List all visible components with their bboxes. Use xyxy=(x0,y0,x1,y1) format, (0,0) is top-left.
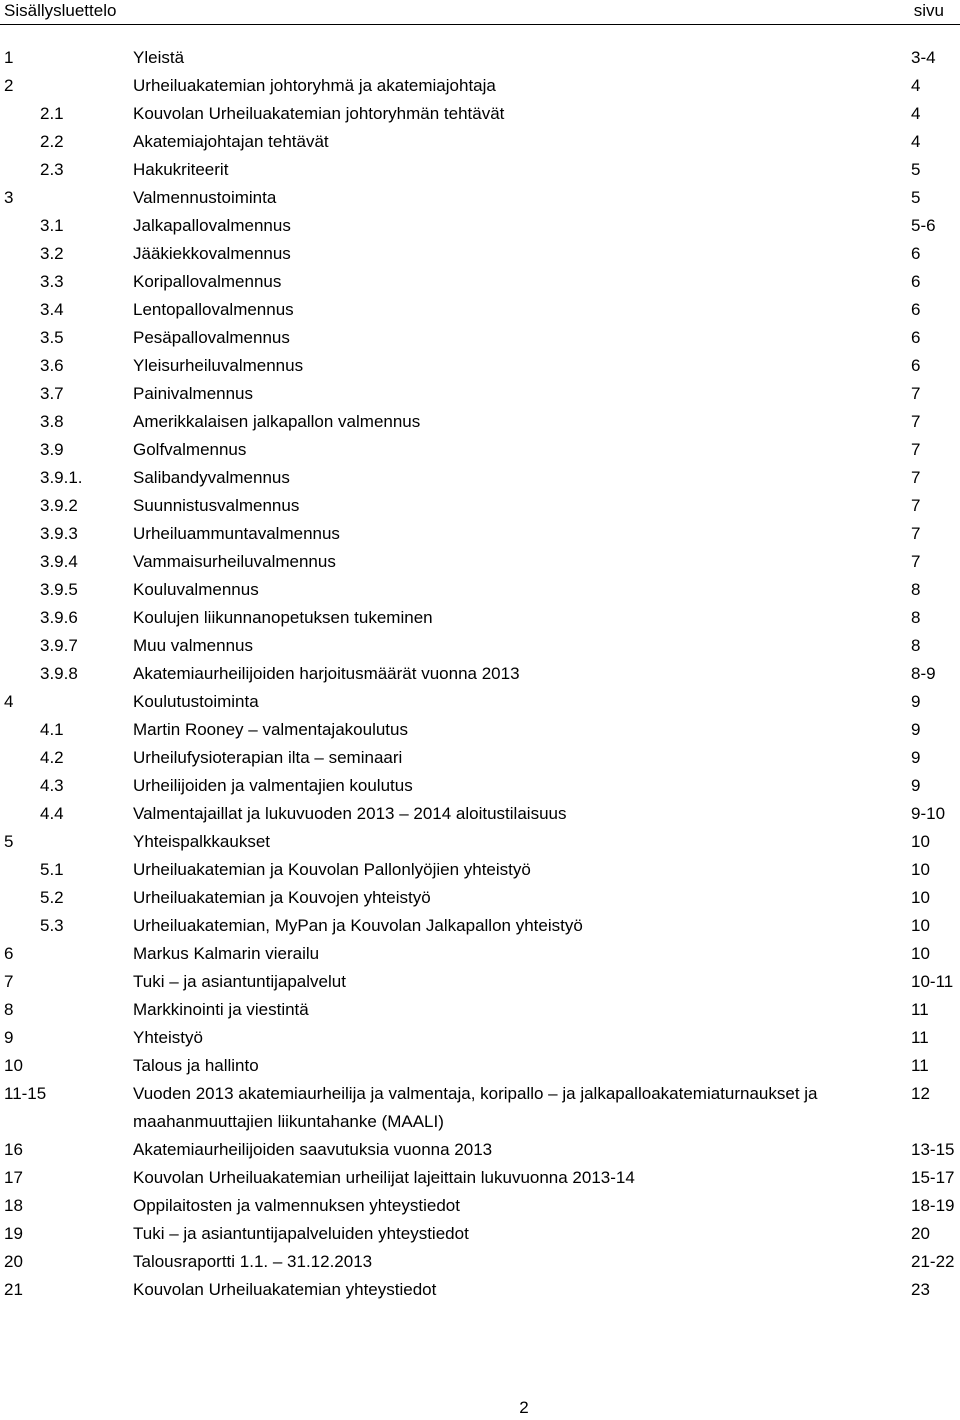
toc-entry-title: Urheiluakatemian ja Kouvolan Pallonlyöjien yhteistyö xyxy=(133,860,531,879)
toc-entry-page: 4 xyxy=(911,104,921,123)
toc-entry-number: 3.8 xyxy=(40,412,64,431)
toc-entry[interactable] xyxy=(0,520,960,548)
toc-entry-number: 20 xyxy=(4,1252,23,1271)
toc-entry-title: Oppilaitosten ja valmennuksen yhteystiedot xyxy=(133,1196,460,1215)
toc-entry-title: Salibandyvalmennus xyxy=(133,468,290,487)
toc-entry-number: 3.3 xyxy=(40,272,64,291)
toc-entry-number: 2.1 xyxy=(40,104,64,123)
toc-entry[interactable] xyxy=(0,1164,960,1192)
toc-entry-title: Akatemiajohtajan tehtävät xyxy=(133,132,329,151)
toc-entry-title: Talousraportti 1.1. – 31.12.2013 xyxy=(133,1252,373,1271)
page-number: 2 xyxy=(519,1398,529,1417)
toc-entry-page: 7 xyxy=(911,384,921,403)
toc-entry-number: 3.9.8 xyxy=(40,664,78,683)
toc-entry-number: 4.1 xyxy=(40,720,64,739)
toc-entry-page: 10 xyxy=(911,916,930,935)
toc-entry-title: Pesäpallovalmennus xyxy=(133,328,290,347)
toc-entry-title: Talous ja hallinto xyxy=(133,1056,259,1075)
toc-entry[interactable] xyxy=(0,744,960,772)
toc-entry-title: Koulujen liikunnanopetuksen tukeminen xyxy=(133,608,433,627)
toc-entry[interactable] xyxy=(0,1220,960,1248)
toc-entry-number: 5.3 xyxy=(40,916,64,935)
toc-entry[interactable] xyxy=(0,268,960,296)
toc-entry-title: Urheiluakatemian, MyPan ja Kouvolan Jalkapallon yhteistyö xyxy=(133,916,583,935)
toc-entry-title: Amerikkalaisen jalkapallon valmennus xyxy=(133,412,421,431)
toc-entry-title: Painivalmennus xyxy=(133,384,254,403)
toc-entry-title: Muu valmennus xyxy=(133,636,254,655)
toc-entry-number: 7 xyxy=(4,972,14,991)
toc-entry-number: 3.4 xyxy=(40,300,64,319)
toc-entry[interactable] xyxy=(0,212,960,240)
toc-entry-title: Vuoden 2013 akatemiaurheilija ja valmentaja, koripallo – ja jalkapalloakatemiaturnaukset ja maahanmuuttajien liikuntahanke (MAALI) xyxy=(133,1084,818,1131)
toc-entry[interactable] xyxy=(0,1080,960,1136)
toc-entry[interactable] xyxy=(0,800,960,828)
toc-entry[interactable] xyxy=(0,72,960,100)
toc-entry-page: 7 xyxy=(911,440,921,459)
toc-entry-page: 10 xyxy=(911,888,930,907)
toc-entry-title: Jääkiekkovalmennus xyxy=(133,244,291,263)
toc-entry[interactable] xyxy=(0,128,960,156)
toc-entry-number: 5.1 xyxy=(40,860,64,879)
toc-entry[interactable] xyxy=(0,184,960,212)
toc-entry-number: 1 xyxy=(4,48,14,67)
toc-entry-title: Yhteistyö xyxy=(133,1028,203,1047)
toc-entry-page: 5-6 xyxy=(911,216,936,235)
toc-entry-page: 10 xyxy=(911,860,930,879)
toc-entry-number: 2.2 xyxy=(40,132,64,151)
toc-entry-page: 7 xyxy=(911,468,921,487)
toc-entry-number: 3.2 xyxy=(40,244,64,263)
toc-title: Sisällysluettelo xyxy=(4,1,117,20)
toc-entry[interactable] xyxy=(0,1052,960,1080)
toc-entry-title: Yleisurheiluvalmennus xyxy=(133,356,304,375)
toc-entry-number: 3.9 xyxy=(40,440,64,459)
toc-entry-number: 5 xyxy=(4,832,14,851)
toc-entry[interactable] xyxy=(0,464,960,492)
toc-entry-title: Markkinointi ja viestintä xyxy=(133,1000,309,1019)
toc-entry-page: 9 xyxy=(911,748,921,767)
toc-entry-page: 5 xyxy=(911,188,921,207)
toc-entry-title: Tuki – ja asiantuntijapalvelut xyxy=(133,972,346,991)
toc-entry-title: Markus Kalmarin vierailu xyxy=(133,944,320,963)
table-of-contents xyxy=(0,44,960,1304)
toc-entry[interactable] xyxy=(0,912,960,940)
toc-entry[interactable] xyxy=(0,772,960,800)
toc-entry-page: 10-11 xyxy=(911,972,954,991)
toc-entry-title: Suunnistusvalmennus xyxy=(133,496,300,515)
toc-entry-number: 3.9.5 xyxy=(40,580,78,599)
toc-entry-page: 11 xyxy=(911,1028,929,1047)
toc-entry-number: 6 xyxy=(4,944,14,963)
toc-entry-page: 3-4 xyxy=(911,48,936,67)
toc-entry-number: 4.3 xyxy=(40,776,64,795)
toc-entry-page: 9 xyxy=(911,720,921,739)
toc-entry[interactable] xyxy=(0,716,960,744)
toc-entry-page: 10 xyxy=(911,832,930,851)
toc-entry-title: Kouvolan Urheiluakatemian johtoryhmän tehtävät xyxy=(133,104,505,123)
toc-entry[interactable] xyxy=(0,100,960,128)
toc-entry-title: Yleistä xyxy=(133,48,185,67)
toc-entry-number: 9 xyxy=(4,1028,14,1047)
toc-entry-page: 12 xyxy=(911,1084,930,1103)
toc-entry-page: 6 xyxy=(911,356,921,375)
toc-entry-number: 3.5 xyxy=(40,328,64,347)
toc-entry-page: 10 xyxy=(911,944,930,963)
toc-entry-page: 8 xyxy=(911,636,921,655)
toc-entry-title: Urheilufysioterapian ilta – seminaari xyxy=(133,748,403,767)
toc-entry[interactable] xyxy=(0,968,960,996)
toc-entry-number: 3.9.6 xyxy=(40,608,78,627)
toc-entry-page: 5 xyxy=(911,160,921,179)
toc-entry-number: 11-15 xyxy=(4,1084,47,1103)
toc-entry-page: 9-10 xyxy=(911,804,946,823)
toc-entry-number: 17 xyxy=(4,1168,23,1187)
toc-entry-title: Urheiluakatemian ja Kouvojen yhteistyö xyxy=(133,888,431,907)
toc-entry-title: Vammaisurheiluvalmennus xyxy=(133,552,336,571)
page-column-label: sivu xyxy=(913,1,944,20)
toc-entry-title: Kouvolan Urheiluakatemian urheilijat lajeittain lukuvuonna 2013-14 xyxy=(133,1168,635,1187)
toc-entry-title: Martin Rooney – valmentajakoulutus xyxy=(133,720,408,739)
toc-entry[interactable] xyxy=(0,576,960,604)
toc-entry[interactable] xyxy=(0,884,960,912)
toc-entry[interactable] xyxy=(0,240,960,268)
toc-entry[interactable] xyxy=(0,156,960,184)
toc-entry[interactable] xyxy=(0,1276,960,1304)
toc-entry-number: 2.3 xyxy=(40,160,64,179)
toc-entry[interactable] xyxy=(0,44,960,72)
toc-entry-number: 18 xyxy=(4,1196,23,1215)
toc-entry-page: 6 xyxy=(911,328,921,347)
toc-entry-title: Koulutustoiminta xyxy=(133,692,259,711)
toc-entry-page: 11 xyxy=(911,1056,929,1075)
toc-entry[interactable] xyxy=(0,1024,960,1052)
toc-entry[interactable] xyxy=(0,1136,960,1164)
toc-entry-page: 18-19 xyxy=(911,1196,955,1215)
toc-entry-title: Urheiluakatemian johtoryhmä ja akatemiajohtaja xyxy=(133,76,496,95)
toc-entry-page: 9 xyxy=(911,692,921,711)
toc-entry[interactable] xyxy=(0,688,960,716)
toc-entry-title: Jalkapallovalmennus xyxy=(133,216,291,235)
toc-entry-number: 3.9.1. xyxy=(40,468,83,487)
toc-entry-page: 20 xyxy=(911,1224,930,1243)
toc-entry-number: 4.4 xyxy=(40,804,64,823)
toc-entry-number: 21 xyxy=(4,1280,23,1299)
toc-entry-page: 8-9 xyxy=(911,664,936,683)
toc-entry[interactable] xyxy=(0,352,960,380)
toc-entry-number: 4 xyxy=(4,692,14,711)
toc-entry[interactable] xyxy=(0,828,960,856)
toc-entry-title: Akatemiaurheilijoiden saavutuksia vuonna 2013 xyxy=(133,1140,493,1159)
toc-entry[interactable] xyxy=(0,604,960,632)
toc-entry[interactable] xyxy=(0,548,960,576)
toc-entry-page: 9 xyxy=(911,776,921,795)
toc-entry[interactable] xyxy=(0,380,960,408)
toc-entry-page: 4 xyxy=(911,132,921,151)
toc-entry-page: 21-22 xyxy=(911,1252,955,1271)
toc-entry-title: Kouluvalmennus xyxy=(133,580,259,599)
toc-entry-page: 8 xyxy=(911,580,921,599)
toc-entry[interactable] xyxy=(0,940,960,968)
toc-entry-number: 3.9.3 xyxy=(40,524,78,543)
toc-entry-page: 7 xyxy=(911,552,921,571)
toc-entry-title: Urheilijoiden ja valmentajien koulutus xyxy=(133,776,413,795)
toc-entry-number: 5.2 xyxy=(40,888,64,907)
toc-entry-number: 3 xyxy=(4,188,14,207)
toc-entry-page: 7 xyxy=(911,412,921,431)
toc-entry[interactable] xyxy=(0,856,960,884)
toc-entry-page: 6 xyxy=(911,300,921,319)
toc-entry-number: 3.9.7 xyxy=(40,636,78,655)
toc-entry-number: 3.9.4 xyxy=(40,552,78,571)
toc-entry-title: Yhteispalkkaukset xyxy=(133,832,271,851)
toc-entry-number: 16 xyxy=(4,1140,23,1159)
toc-entry-title: Hakukriteerit xyxy=(133,160,229,179)
toc-entry-number: 10 xyxy=(4,1056,23,1075)
toc-entry-page: 8 xyxy=(911,608,921,627)
toc-entry-page: 6 xyxy=(911,244,921,263)
toc-entry-title: Golfvalmennus xyxy=(133,440,247,459)
toc-entry[interactable] xyxy=(0,1192,960,1220)
toc-entry-page: 6 xyxy=(911,272,921,291)
toc-entry[interactable] xyxy=(0,632,960,660)
toc-entry[interactable] xyxy=(0,1248,960,1276)
toc-entry-title: Tuki – ja asiantuntijapalveluiden yhteystiedot xyxy=(133,1224,469,1243)
toc-entry-page: 15-17 xyxy=(911,1168,955,1187)
toc-entry-page: 7 xyxy=(911,496,921,515)
toc-entry-title: Akatemiaurheilijoiden harjoitusmäärät vuonna 2013 xyxy=(133,664,520,683)
toc-entry-title: Valmennustoiminta xyxy=(133,188,277,207)
toc-entry-page: 13-15 xyxy=(911,1140,955,1159)
toc-entry-page: 11 xyxy=(911,1000,929,1019)
toc-entry-number: 3.6 xyxy=(40,356,64,375)
page-footer xyxy=(0,1396,960,1420)
toc-entry-number: 4.2 xyxy=(40,748,64,767)
toc-entry-number: 8 xyxy=(4,1000,14,1019)
toc-entry-page: 23 xyxy=(911,1280,930,1299)
toc-entry[interactable] xyxy=(0,492,960,520)
toc-header xyxy=(0,0,960,25)
toc-entry-number: 2 xyxy=(4,76,14,95)
toc-entry[interactable] xyxy=(0,408,960,436)
toc-entry-page: 7 xyxy=(911,524,921,543)
toc-entry-title: Lentopallovalmennus xyxy=(133,300,294,319)
toc-entry-title: Koripallovalmennus xyxy=(133,272,282,291)
toc-entry-page: 4 xyxy=(911,76,921,95)
toc-entry[interactable] xyxy=(0,660,960,688)
toc-entry-title: Urheiluammuntavalmennus xyxy=(133,524,340,543)
toc-entry[interactable] xyxy=(0,324,960,352)
toc-entry[interactable] xyxy=(0,436,960,464)
toc-entry-number: 3.9.2 xyxy=(40,496,78,515)
toc-entry[interactable] xyxy=(0,996,960,1024)
toc-entry-title: Valmentajaillat ja lukuvuoden 2013 – 2014 aloitustilaisuus xyxy=(133,804,567,823)
toc-entry-number: 3.1 xyxy=(40,216,64,235)
toc-entry-number: 19 xyxy=(4,1224,23,1243)
toc-entry[interactable] xyxy=(0,296,960,324)
toc-entry-number: 3.7 xyxy=(40,384,64,403)
toc-entry-title: Kouvolan Urheiluakatemian yhteystiedot xyxy=(133,1280,437,1299)
